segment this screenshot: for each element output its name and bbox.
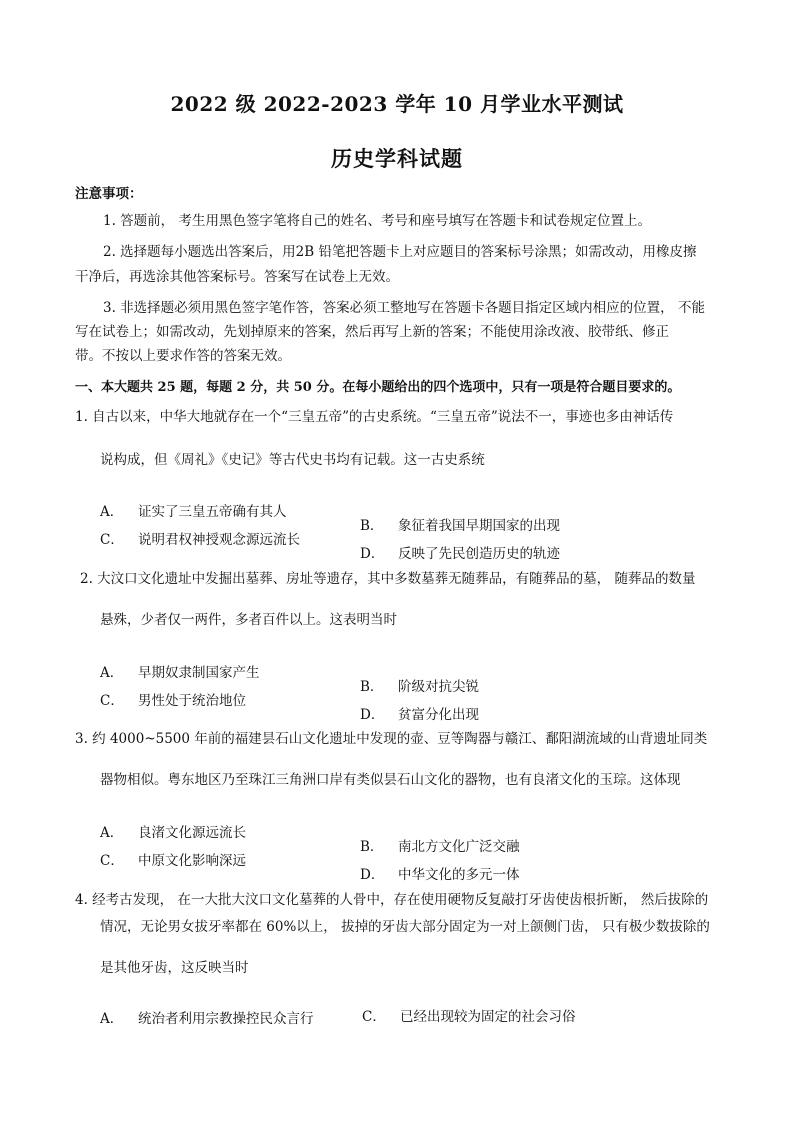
question-2-stem-line-1: 2. 大汶口文化遗址中发掘出墓葬、房址等遗存，其中多数墓葬无随葬品，有随葬品的墓， 随葬品的数量 — [80, 571, 696, 587]
notice-item-3-line-2: 写在试卷上；如需改动，先划掉原来的答案，然后再写上新的答案；不能使用涂改液、胶带纸、修正 — [75, 324, 669, 340]
question-3-option-a: A． 良渚文化源远流长 — [100, 825, 246, 841]
question-3-option-b: B． 南北方文化广泛交融 — [360, 839, 520, 855]
question-4-option-c: C． 已经出现较为固定的社会习俗 — [362, 1009, 576, 1025]
exam-subtitle: 历史学科试题 — [331, 146, 463, 171]
question-3-stem-line-1: 3. 约 4000~5500 年前的福建昙石山文化遗址中发现的壶、豆等陶器与赣江、鄱阳湖流域的山背遗址同类 — [75, 731, 708, 747]
question-2-stem-line-2: 悬殊，少者仅一两件，多者百件以上。这表明当时 — [100, 612, 397, 628]
question-4-stem-line-2: 情况，无论男女拔牙率都在 60%以上， 拔掉的牙齿大部分固定为一对上颌侧门齿， 只有极少数拔除的 — [100, 919, 710, 935]
notice-item-2-line-2: 干净后，再选涂其他答案标号。答案写在试卷上无效。 — [75, 269, 399, 285]
question-3-option-d: D． 中华文化的多元一体 — [360, 867, 520, 883]
notice-item-2-line-1: 2. 选择题每小题选出答案后，用2B 铅笔把答题卡上对应题目的答案标号涂黑；如需改动，用橡皮擦 — [103, 244, 697, 260]
question-1-option-c: C． 说明君权神授观念源远流长 — [100, 532, 300, 548]
question-1-option-b: B． 象征着我国早期国家的出现 — [360, 518, 560, 534]
question-4-stem-line-1: 4. 经考古发现， 在一大批大汶口文化墓葬的人骨中，存在使用硬物反复敲打牙齿使齿根折断， 然后拔除的 — [75, 892, 709, 908]
section-1-heading: 一、本大题共 25 题，每题 2 分，共 50 分。在每小题给出的四个选项中，只有一项是符合题目要求的。 — [75, 380, 681, 395]
question-4-option-a: A． 统治者利用宗教操控民众言行 — [100, 1011, 314, 1027]
question-3-option-c: C． 中原文化影响深远 — [100, 853, 246, 869]
notice-item-1: 1. 答题前， 考生用黑色签字笔将自己的姓名、考号和座号填写在答题卡和试卷规定位置上。 — [103, 213, 651, 229]
exam-title: 2022 级 2022-2023 学年 10 月学业水平测试 — [170, 92, 624, 116]
notice-item-3-line-1: 3. 非选择题必须用黑色签字笔作答，答案必须工整地写在答题卡各题目指定区域内相应的位置， 不能 — [103, 300, 705, 316]
question-1-stem-line-2: 说构成，但《周礼》《史记》等古代史书均有记载。这一古史系统 — [100, 452, 485, 468]
question-1-stem-line-1: 1. 自古以来，中华大地就存在一个“三皇五帝”的古史系统。“三皇五帝”说法不一，事迹也多由神话传 — [75, 409, 674, 425]
question-1-option-a: A． 证实了三皇五帝确有其人 — [100, 504, 287, 520]
question-2-option-b: B． 阶级对抗尖锐 — [360, 679, 479, 695]
question-1-option-d: D． 反映了先民创造历史的轨迹 — [360, 546, 560, 562]
question-4-stem-line-3: 是其他牙齿，这反映当时 — [100, 960, 249, 976]
question-3-stem-line-2: 器物相似。粤东地区乃至珠江三角洲口岸有类似昙石山文化的器物，也有良渚文化的玉琮。这体现 — [100, 772, 681, 788]
notice-heading: 注意事项： — [75, 186, 143, 202]
question-2-option-a: A． 早期奴隶制国家产生 — [100, 665, 260, 681]
question-2-option-c: C． 男性处于统治地位 — [100, 693, 246, 709]
question-2-option-d: D． 贫富分化出现 — [360, 707, 479, 723]
notice-item-3-line-3: 带。不按以上要求作答的答案无效。 — [75, 348, 291, 364]
